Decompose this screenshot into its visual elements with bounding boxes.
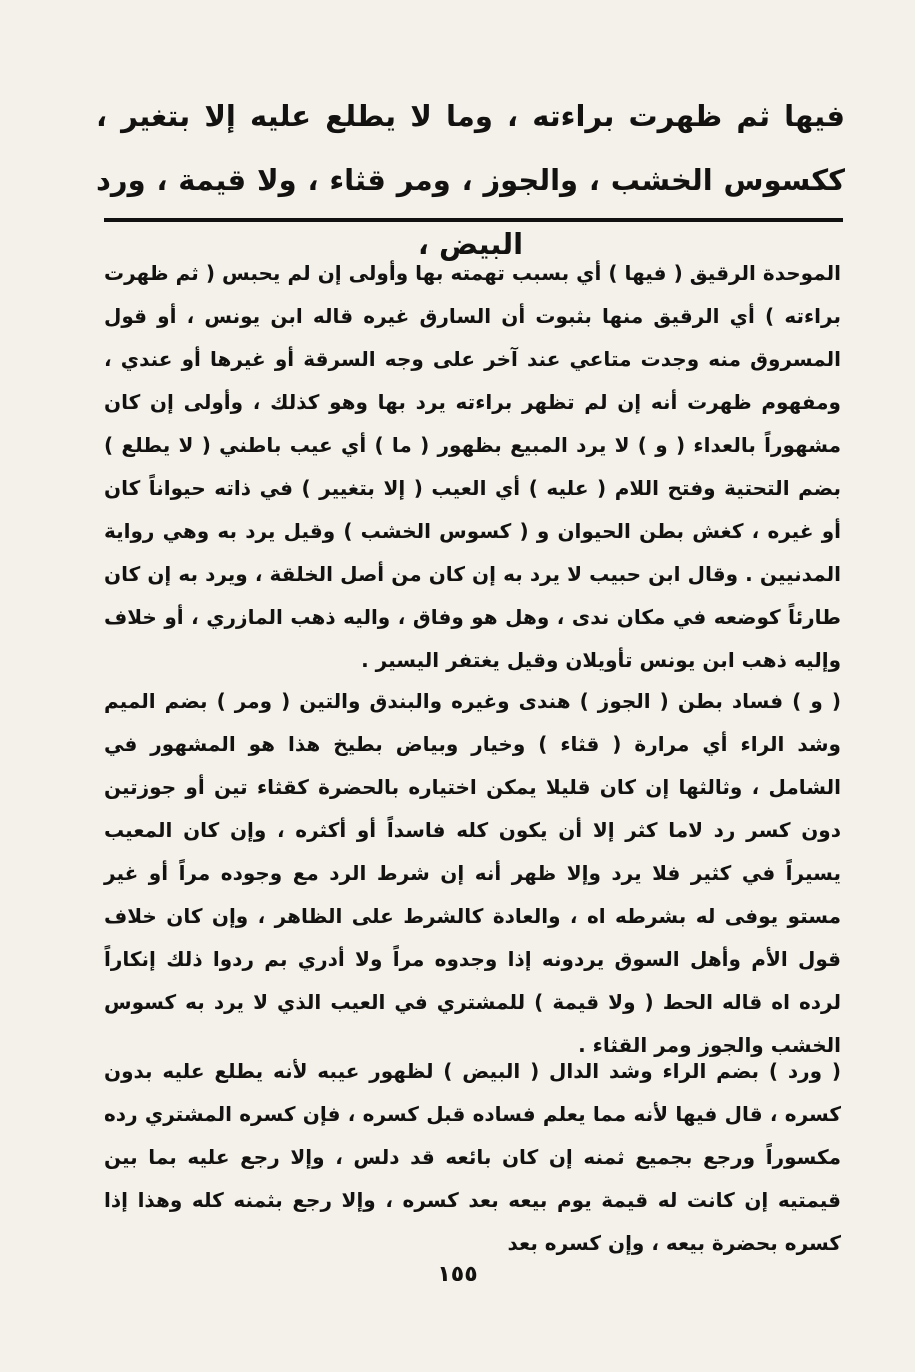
- section-divider: [104, 218, 843, 222]
- commentary-paragraph-3: ( ورد ) بضم الراء وشد الدال ( البيض ) لظهور عيبه لأنه يطلع عليه بدون كسره ، قال فيها لأنه مما يعلم فساده قبل كسره ، فإن كسره المشتري رده مكسوراً ورجع بجميع ثمنه إن كان بائعه قد دلس ، وإلا رجع عليه بما بين قيمتيه إن كانت له قيمة يوم بيعه بعد كسره ، وإلا رجع بثمنه كله وهذا إذا كسره بحضرة بيعه ، وإن كسره بعد: [104, 1059, 841, 1255]
- commentary-paragraph-1: الموحدة الرقيق ( فيها ) أي بسبب تهمته بها وأولى إن لم يحبس ( ثم ظهرت براءته ) أي الرقيق منها بثبوت أن السارق غيره قاله ابن يونس ، أو قول المسروق منه وجدت متاعي عند آخر على وجه السرقة أو غيرها أو عندي ، ومفهوم ظهرت أنه إن لم تظهر براءته يرد بها وهو كذلك ، وأولى إن كان مشهوراً بالعداء ( و ) لا يرد المبيع بظهور ( ما ) أي عيب باطني ( لا يطلع ) بضم التحتية وفتح اللام ( عليه ) أي العيب ( إلا بتغيير ) في ذاته حيواناً كان أو غيره ، كغش بطن الحيوان و ( كسوس الخشب ) وقيل يرد به وهي رواية المدنيين . وقال ابن حبيب لا يرد به إن كان من أصل الخلقة ، ويرد به إن كان طارئاً كوضعه في مكان ندى ، وهل هو وفاق ، واليه ذهب المازري ، أو خلاف وإليه ذهب ابن يونس تأويلان وقيل يغتفر اليسير .: [104, 261, 841, 672]
- matn-text: فيها ثم ظهرت براءته ، وما لا يطلع عليه إلا بتغير ، ككسوس الخشب ، والجوز ، ومر قثاء ، ولا قيمة ، ورد البيض ،: [96, 99, 845, 261]
- commentary-paragraph-2: ( و ) فساد بطن ( الجوز ) هندى وغيره والبندق والتين ( ومر ) بضم الميم وشد الراء أي مرارة ( قثاء ) وخيار وبياض بطيخ هذا هو المشهور في الشامل ، وثالثها إن كان قليلا يمكن اختياره بالحضرة كقثاء تين أو جوزتين دون كسر رد لاما كثر إلا أن يكون كله فاسداً أو أكثره ، وإن كان المعيب يسيراً في كثير فلا يرد وإلا ظهر أنه إن شرط الرد مع وجوده مراً أو غير مستو يوفى له بشرطه اه ، والعادة كالشرط على الظاهر ، وإن كان خلاف قول الأم وأهل السوق يردونه إذا وجدوه مراً ولا أدري بم ردوا ذلك إنكاراً لرده اه قاله الحط ( ولا قيمة ) للمشتري في العيب الذي لا يرد به كسوس الخشب والجوز ومر القثاء .: [104, 689, 841, 1057]
- page-number: ١٥٥: [437, 1262, 478, 1287]
